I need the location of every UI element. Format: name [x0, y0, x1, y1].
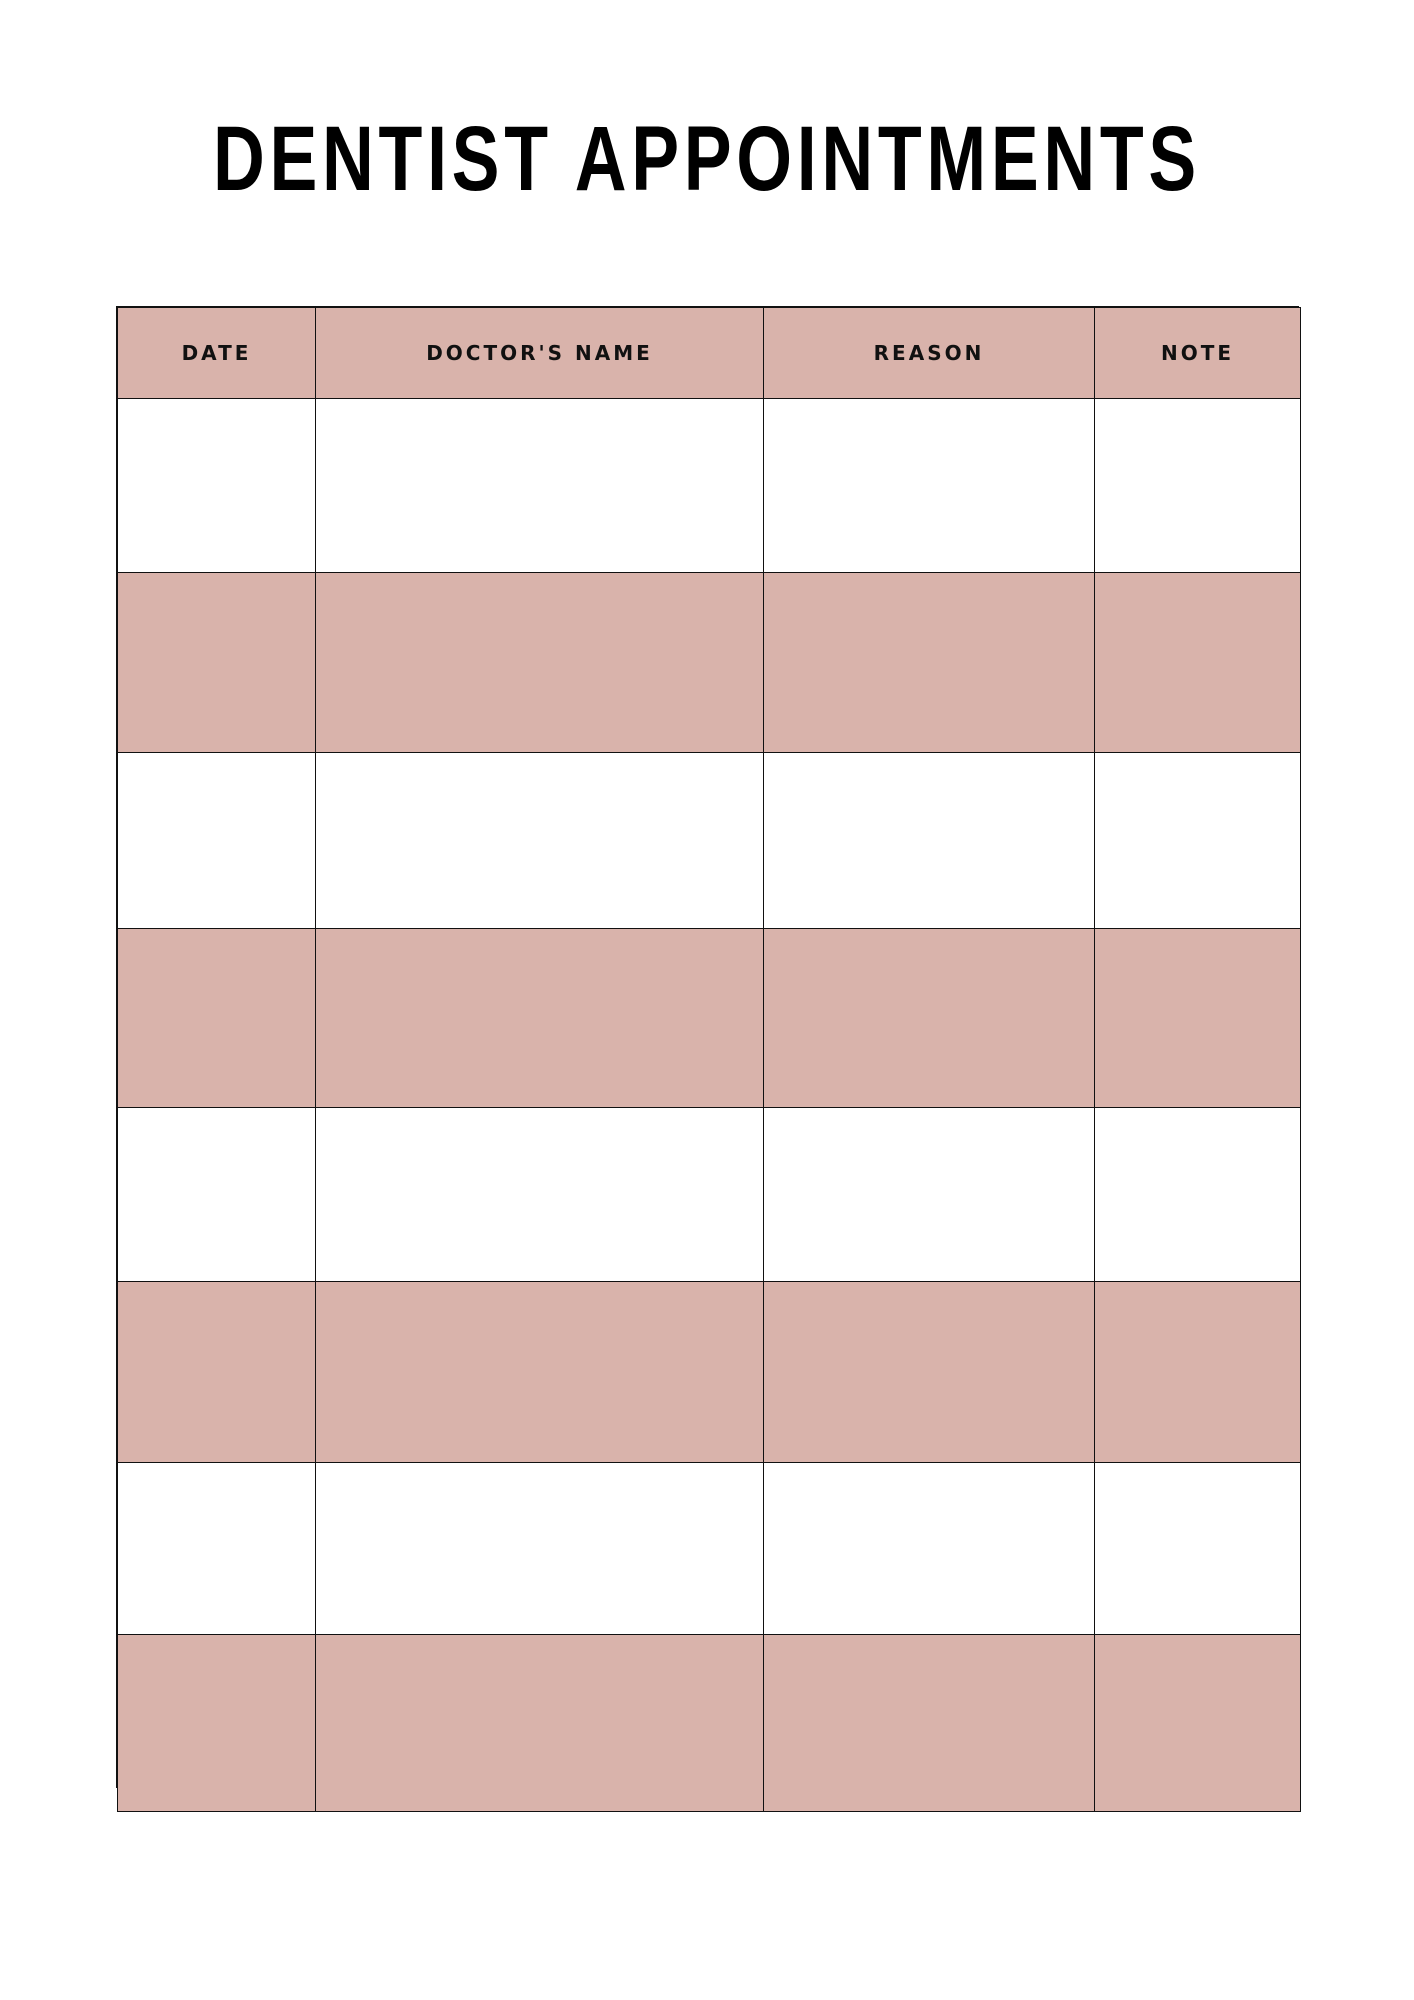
cell-note[interactable]	[1095, 573, 1301, 753]
cell-reason[interactable]	[764, 1463, 1095, 1635]
cell-note[interactable]	[1095, 1635, 1301, 1812]
column-header-note: NOTE	[1095, 308, 1301, 399]
column-header-doctors-name: DOCTOR'S NAME	[316, 308, 764, 399]
table-header	[118, 308, 1301, 399]
column-header-reason: REASON	[764, 308, 1095, 399]
table-body	[118, 399, 1301, 1812]
cell-note[interactable]	[1095, 1463, 1301, 1635]
appointments-table	[116, 306, 1299, 1788]
appointments-grid	[117, 307, 1301, 1812]
cell-reason[interactable]	[764, 1635, 1095, 1812]
cell-date[interactable]	[118, 1635, 316, 1812]
header-row	[118, 308, 1301, 399]
cell-reason[interactable]	[764, 399, 1095, 573]
table-row	[118, 1463, 1301, 1635]
cell-doctors-name[interactable]	[316, 1108, 764, 1282]
cell-reason[interactable]	[764, 753, 1095, 929]
page-title: DENTIST APPOINTMENTS	[213, 108, 1201, 210]
cell-note[interactable]	[1095, 1282, 1301, 1463]
table-row	[118, 399, 1301, 573]
cell-date[interactable]	[118, 1282, 316, 1463]
table-row	[118, 573, 1301, 753]
cell-date[interactable]	[118, 1108, 316, 1282]
cell-doctors-name[interactable]	[316, 1635, 764, 1812]
cell-date[interactable]	[118, 1463, 316, 1635]
cell-date[interactable]	[118, 753, 316, 929]
cell-date[interactable]	[118, 573, 316, 753]
cell-reason[interactable]	[764, 1108, 1095, 1282]
cell-doctors-name[interactable]	[316, 573, 764, 753]
table-row	[118, 1108, 1301, 1282]
cell-note[interactable]	[1095, 929, 1301, 1108]
cell-date[interactable]	[118, 399, 316, 573]
table-row	[118, 1635, 1301, 1812]
cell-doctors-name[interactable]	[316, 929, 764, 1108]
table-row	[118, 1282, 1301, 1463]
column-header-date: DATE	[118, 308, 316, 399]
cell-note[interactable]	[1095, 753, 1301, 929]
cell-date[interactable]	[118, 929, 316, 1108]
cell-doctors-name[interactable]	[316, 1282, 764, 1463]
cell-reason[interactable]	[764, 573, 1095, 753]
cell-reason[interactable]	[764, 929, 1095, 1108]
cell-reason[interactable]	[764, 1282, 1095, 1463]
cell-note[interactable]	[1095, 1108, 1301, 1282]
cell-doctors-name[interactable]	[316, 753, 764, 929]
table-row	[118, 929, 1301, 1108]
cell-doctors-name[interactable]	[316, 399, 764, 573]
table-row	[118, 753, 1301, 929]
cell-note[interactable]	[1095, 399, 1301, 573]
cell-doctors-name[interactable]	[316, 1463, 764, 1635]
